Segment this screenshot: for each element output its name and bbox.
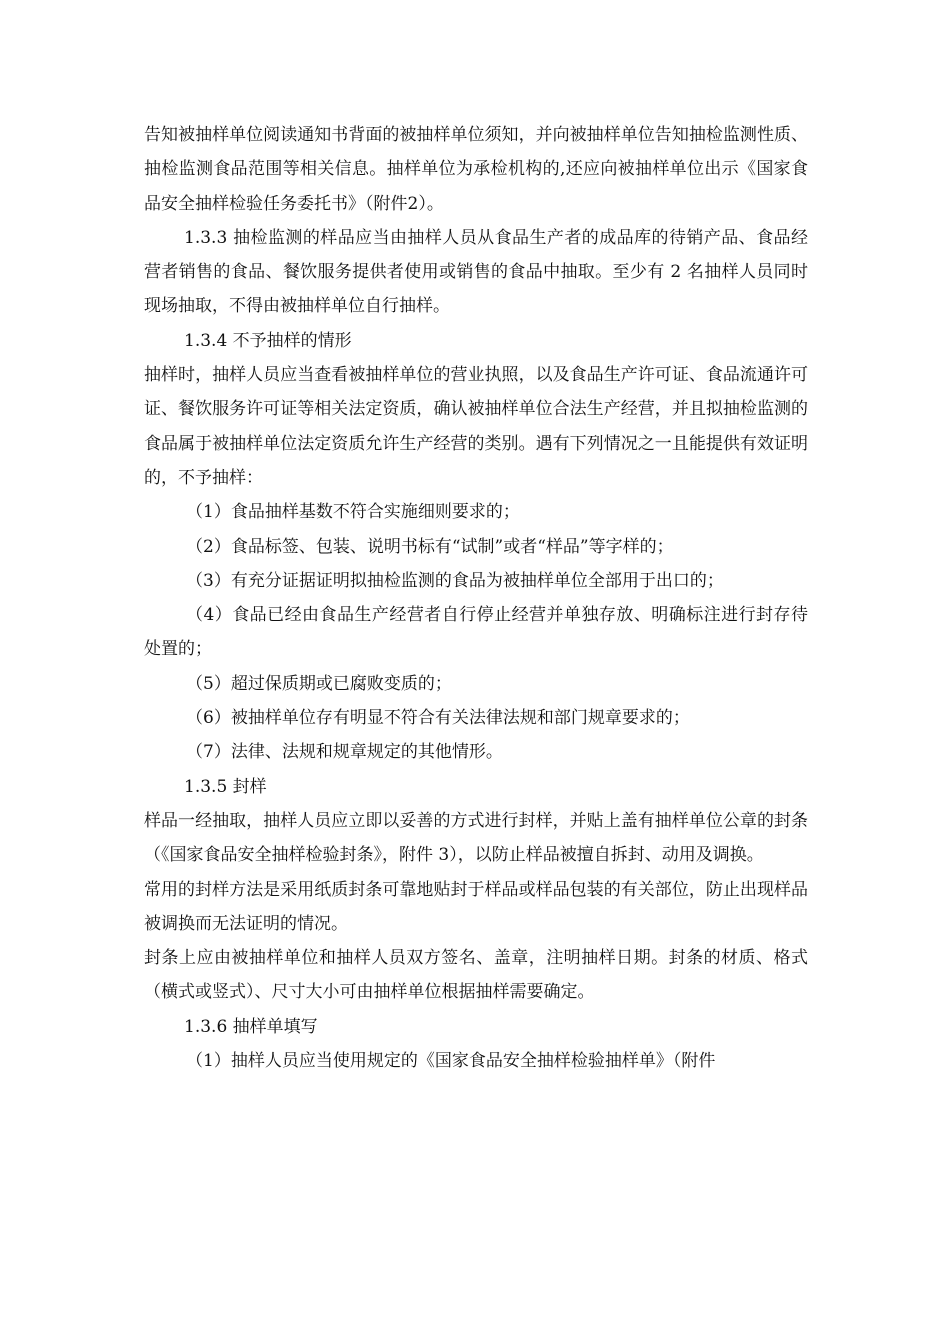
- heading-1-3-5: 1.3.5 封样: [184, 776, 267, 797]
- list-item-form-1: （1）抽样人员应当使用规定的《国家食品安全抽样检验抽样单》（附件: [186, 1051, 716, 1072]
- paragraph-notice-continuation: 告知被抽样单位阅读通知书背面的被抽样单位须知，并向被抽样单位告知抽检监测性质、抽检监测食品范围等相关信息。抽样单位为承检机构的,还应向被抽样单位出示《国家食品安全抽样检验任务委托书》（附件2）。: [144, 125, 808, 214]
- paragraph-1-3-3: 1.3.3 抽检监测的样品应当由抽样人员从食品生产者的成品库的待销产品、食品经营者销售的食品、餐饮服务提供者使用或销售的食品中抽取。至少有 2 名抽样人员同时现场抽取，不得由被抽样单位自行抽样。: [144, 227, 808, 317]
- document-body: [144, 118, 808, 1078]
- paragraph-seal-signature: 封条上应由被抽样单位和抽样人员双方签名、盖章，注明抽样日期。封条的材质、格式（横式或竖式）、尺寸大小可由抽样单位根据抽样需要确定。: [144, 948, 808, 1003]
- paragraph-sealing: 样品一经抽取，抽样人员应立即以妥善的方式进行封样，并贴上盖有抽样单位公章的封条（《国家食品安全抽样检验封条》，附件 3），以防止样品被擅自拆封、动用及调换。: [144, 810, 808, 866]
- paragraph-sealing-method: 常用的封样方法是采用纸质封条可靠地贴封于样品或样品包装的有关部位，防止出现样品被调换而无法证明的情况。: [144, 879, 808, 934]
- paragraph-sampling-check: 抽样时，抽样人员应当查看被抽样单位的营业执照，以及食品生产许可证、食品流通许可证、餐饮服务许可证等相关法定资质，确认被抽样单位合法生产经营，并且拟抽检监测的食品属于被抽样单位法定资质允许生产经营的类别。遇有下列情况之一且能提供有效证明的，不予抽样：: [144, 365, 808, 488]
- list-item-2: （2）食品标签、包装、说明书标有“试制”或者“样品”等字样的；: [186, 536, 674, 557]
- list-item-5: （5）超过保质期或已腐败变质的；: [186, 673, 452, 694]
- list-item-7: （7）法律、法规和规章规定的其他情形。: [186, 742, 503, 763]
- heading-1-3-4: 1.3.4 不予抽样的情形: [184, 330, 352, 351]
- list-item-6: （6）被抽样单位存有明显不符合有关法律法规和部门规章要求的；: [186, 708, 690, 729]
- list-item-3: （3）有充分证据证明拟抽检监测的食品为被抽样单位全部用于出口的；: [186, 570, 724, 591]
- list-item-1: （1）食品抽样基数不符合实施细则要求的；: [186, 502, 520, 523]
- list-item-4: （4）食品已经由食品生产经营者自行停止经营并单独存放、明确标注进行封存待处置的；: [144, 605, 808, 660]
- heading-1-3-6: 1.3.6 抽样单填写: [184, 1016, 318, 1037]
